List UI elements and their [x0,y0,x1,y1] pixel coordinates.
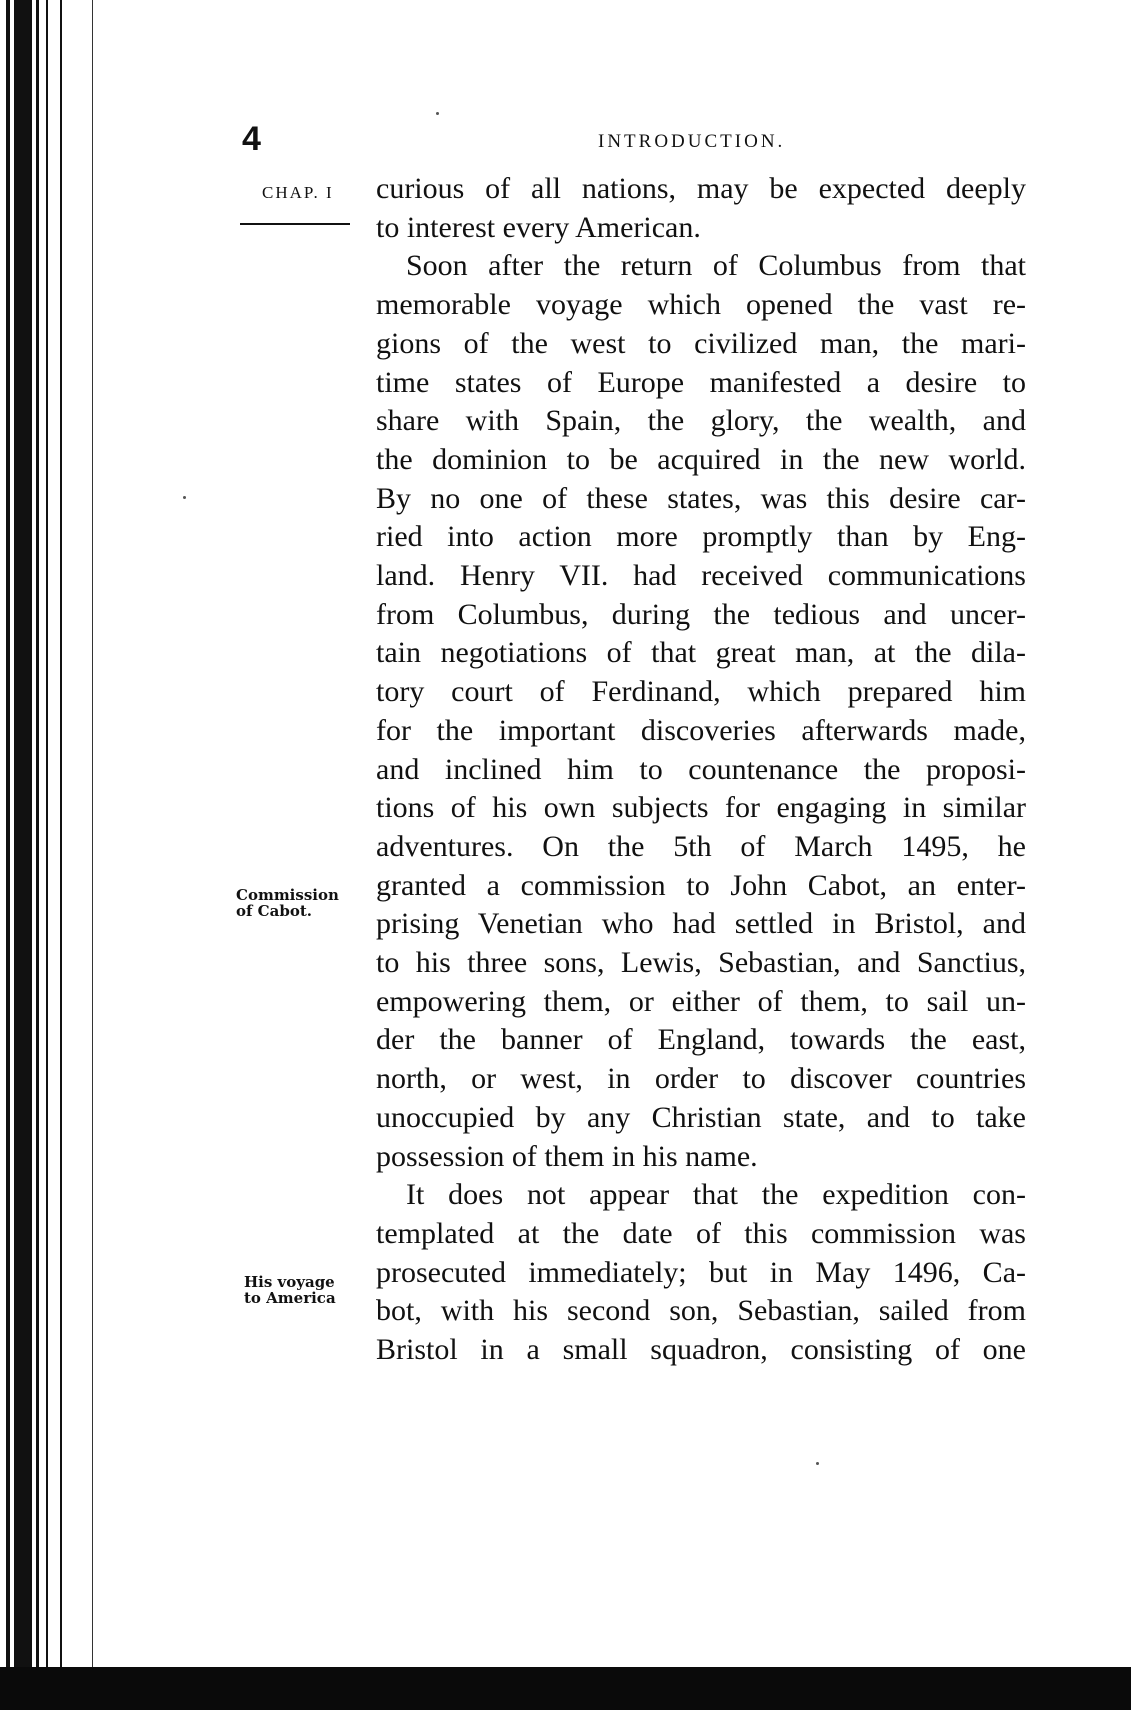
text-line: to interest every American. [376,210,701,244]
chapter-rule [240,223,350,225]
binding-band [14,0,32,1710]
text-line: gions of the west to civilized man, the mari- [376,326,1026,360]
text-line: Bristol in a small squadron, consisting of one [376,1333,1026,1367]
book-binding-edge [0,0,70,1710]
chapter-label: CHAP. I [262,183,334,202]
text-line: curious of all nations, may be expected deeply [376,172,1026,205]
scan-bottom-border [0,1667,1131,1710]
text-line: tain negotiations of that great man, at the dila- [376,636,1026,670]
text-line: It does not appear that the expedition con- [406,1178,1026,1212]
text-line: to his three sons, Lewis, Sebastian, and Sanctius, [376,946,1026,980]
text-line: granted a commission to John Cabot, an enter- [376,868,1026,902]
text-line: empowering them, or either of them, to sail un- [376,984,1026,1018]
margin-note-line: of Cabot. [236,902,312,920]
binding-line [36,0,39,1710]
text-line: tions of his own subjects for engaging in similar [376,791,1026,825]
text-line: time states of Europe manifested a desire to [376,365,1026,399]
text-line: adventures. On the 5th of March 1495, he [376,829,1026,863]
margin-note-line: to America [244,1289,336,1307]
text-line: ried into action more promptly than by Eng- [376,520,1026,554]
margin-note-commission [236,887,339,919]
paper-speck [183,496,186,499]
margin-note-line: His voyage [244,1273,335,1291]
text-line: the dominion to be acquired in the new world. [376,442,1026,476]
body-text [376,170,1026,1370]
text-line: possession of them in his name. [376,1139,758,1173]
paper-speck [816,1462,819,1465]
binding-line [60,0,62,1710]
text-line: unoccupied by any Christian state, and to take [376,1100,1026,1134]
text-line: bot, with his second son, Sebastian, sailed from [376,1294,1026,1328]
text-line: templated at the date of this commission was [376,1216,1026,1250]
binding-line [92,0,93,1710]
binding-line [46,0,48,1710]
text-line: prising Venetian who had settled in Bristol, and [376,907,1026,941]
text-line: land. Henry VII. had received communications [376,559,1026,593]
page-number: 4 [242,120,261,158]
text-line: north, or west, in order to discover countries [376,1062,1026,1096]
text-line: Soon after the return of Columbus from that [406,249,1026,283]
margin-note-voyage [244,1274,336,1306]
running-head: INTRODUCTION. [598,131,786,152]
text-line: tory court of Ferdinand, which prepared him [376,675,1026,709]
text-line: prosecuted immediately; but in May 1496, Ca- [376,1255,1026,1289]
text-line: share with Spain, the glory, the wealth, and [376,404,1026,438]
text-line: for the important discoveries afterwards made, [376,713,1026,747]
text-line: memorable voyage which opened the vast re- [376,288,1026,322]
paper-speck [436,112,439,115]
text-line: from Columbus, during the tedious and uncer- [376,597,1026,631]
text-line: and inclined him to countenance the proposi- [376,752,1026,786]
margin-note-line: Commission [236,886,339,904]
text-line: der the banner of England, towards the east, [376,1023,1026,1057]
binding-line [6,0,10,1710]
text-line: By no one of these states, was this desire car- [376,481,1026,515]
